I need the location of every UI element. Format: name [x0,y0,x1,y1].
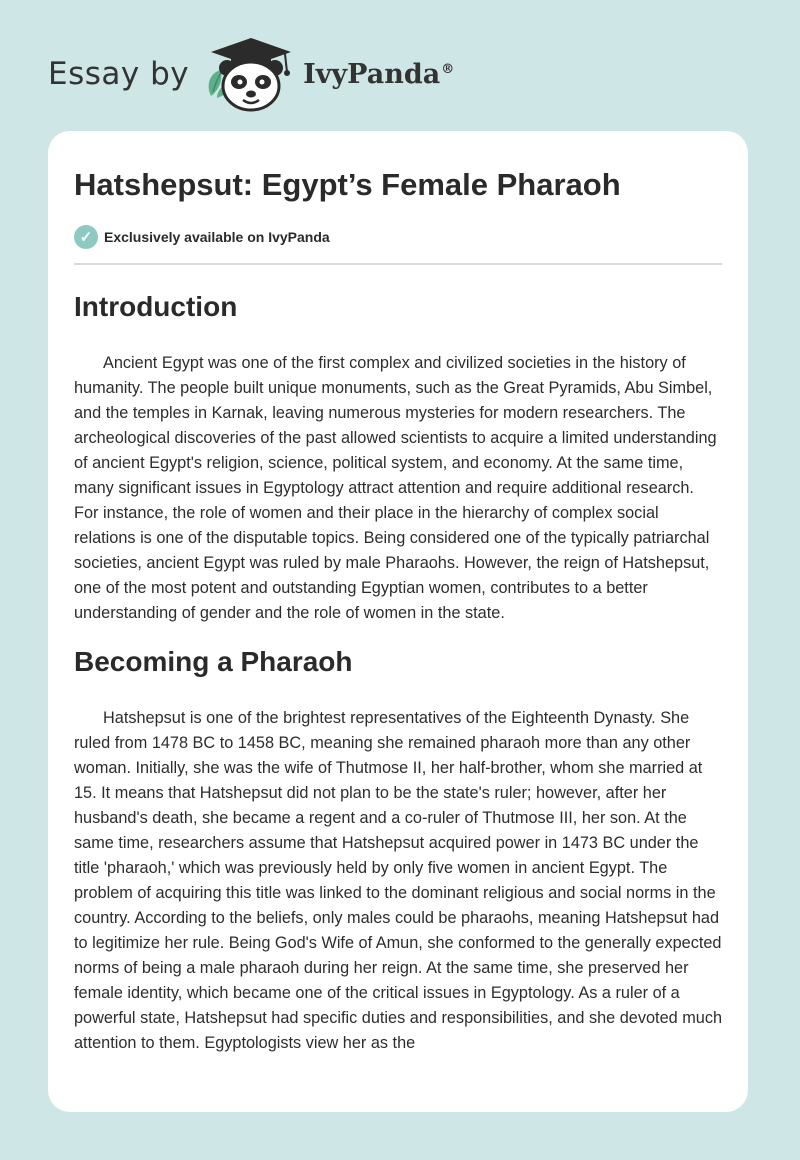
section-paragraph-becoming-a-pharaoh: Hatshepsut is one of the brightest representatives of the Eighteenth Dynasty. She ruled from 1478 BC to 1458 BC, meaning she remained pharaoh more than any other woman. Initially, she was the wife of Thutmose II, her half-brother, whom she married at 15. It means that Hatshepsut did not plan to be the state's ruler; however, after her husband's death, she became a regent and a co-ruler of Thutmose III, her son. At the same time, researchers assume that Hatshepsut acquired power in 1473 BC under the title 'pharaoh,' which was previously held by only five women in ancient Egypt. The problem of acquiring this title was linked to the dominant religious and social norms in the country. According to the beliefs, only males could be pharaohs, meaning Hatshepsut had to legitimize her rule. Being God's Wife of Amun, she conformed to the generally expected norms of being a male pharaoh during her reign. At the same time, she preserved her female identity, which became one of the critical issues in Egyptology. As a ruler of a powerful state, Hatshepsut had specific duties and responsibilities, and she devoted much attention to them. Egyptologists view her as the [74,709,723,1052]
exclusive-badge-label: Exclusively available on IvyPanda [104,229,330,245]
check-icon: ✓ [74,225,98,249]
brand-name: IvyPanda® [303,58,455,90]
section-heading-introduction: Introduction [74,291,238,322]
brand-header [48,34,454,114]
essay-card [48,131,748,1112]
brand-prefix: Essay by [48,56,190,92]
section-paragraph-introduction: Ancient Egypt was one of the first complex and civilized societies in the history of humanity. The people built unique monuments, such as the Great Pyramids, Abu Simbel, and the temples in Karnak, leaving numerous mysteries for modern researchers. The archeological discoveries of the past allowed scientists to acquire a limited understanding of ancient Egypt's religion, science, political system, and economy. At the same time, many significant issues in Egyptology attract attention and require additional research. For instance, the role of women and their place in the hierarchy of complex social relations is one of the disputable topics. Being considered one of the typically patriarchal societies, ancient Egypt was ruled by male Pharaohs. However, the reign of Hatshepsut, one of the most potent and outstanding Egyptian women, contributes to a better understanding of gender and the role of women in the state. [74,354,717,622]
panda-logo-icon[interactable] [203,36,299,112]
exclusive-badge [74,225,722,265]
registered-mark: ® [441,61,455,77]
page-title: Hatshepsut: Egypt’s Female Pharaoh [74,167,621,202]
section-heading-becoming-a-pharaoh: Becoming a Pharaoh [74,646,353,677]
